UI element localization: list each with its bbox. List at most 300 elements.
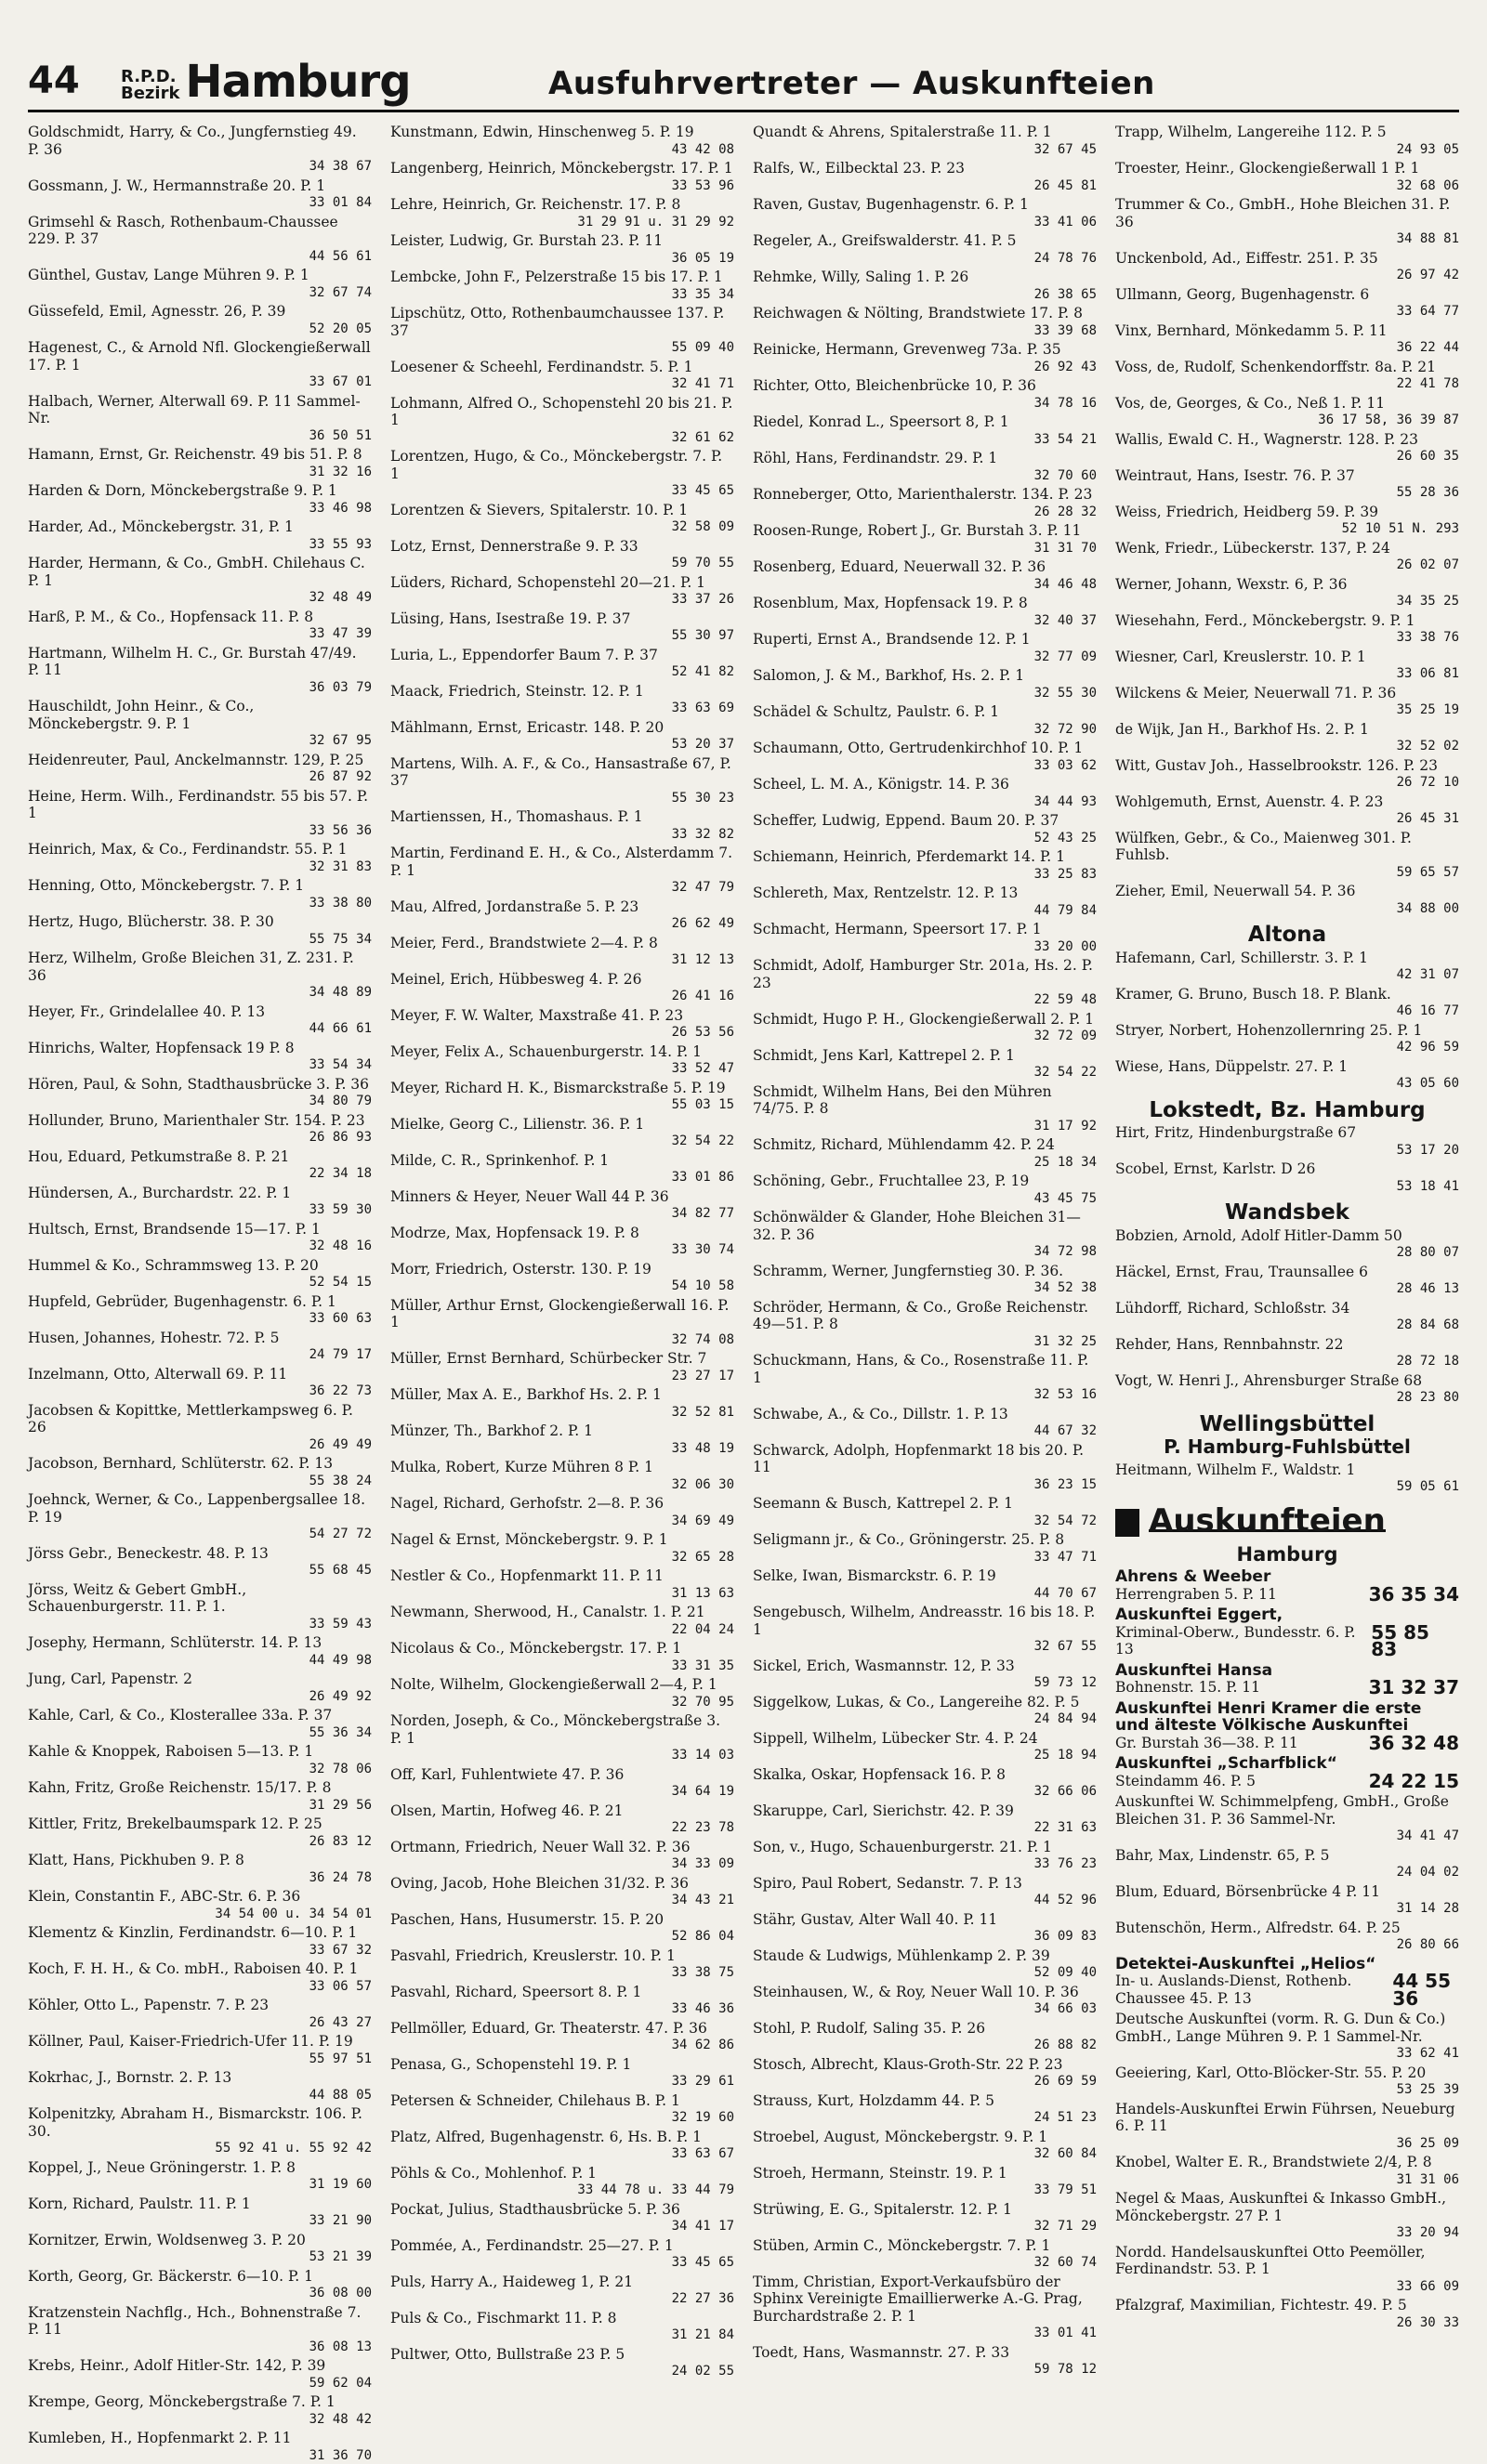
entry-name: Platz, Alfred, [390, 2129, 485, 2145]
entry-phone: 33 30 74 [390, 1241, 734, 1259]
entry-address: Dillstr. 1. P. 13 [902, 1406, 1008, 1422]
entry-address: Sedanstr. 7. P. 13 [897, 1875, 1022, 1892]
directory-entry [28, 645, 372, 697]
entry-name: Staude & Ludwigs, [753, 1947, 892, 1964]
directory-entry [390, 1386, 734, 1421]
directory-entry [28, 1634, 372, 1669]
directory-entry [753, 2344, 1097, 2379]
entry-phone: 22 41 78 [1115, 375, 1459, 393]
entry-address: Thomashaus. P. 1 [517, 808, 643, 825]
entry-phone: 31 32 16 [28, 464, 372, 481]
entry-address: Mönckebergstr. 7. P. 1 [888, 2237, 1050, 2254]
entry-name: Josephy, Hermann, [28, 1634, 165, 1651]
directory-entry [28, 446, 372, 480]
entry-name: Schmitz, Richard, [753, 1136, 883, 1153]
directory-entry [753, 1658, 1097, 1692]
directory-entry [753, 413, 1097, 448]
entry-address: Speersort 8, P. 1 [889, 413, 1009, 430]
entry-name: Strüwing, E. G., [753, 2201, 869, 2218]
entry-phone: 31 29 91 u. 31 29 92 [390, 214, 734, 231]
entry-address: Große Reichenstr. 49—51. P. 8 [753, 1299, 1088, 1333]
directory-entry [28, 1402, 372, 1454]
directory-entry [753, 631, 1097, 665]
entry-phone: 33 21 90 [28, 2212, 372, 2230]
entry-address: Mönckebergstr. 9. P. 1 [885, 2129, 1047, 2145]
entry-phone: 34 78 16 [753, 395, 1097, 413]
entry-phone: 22 27 36 [390, 2290, 734, 2308]
directory-entry [753, 1299, 1097, 1351]
entry-address: Glockengießerwall 2—4, P. 1 [508, 1676, 717, 1693]
entry-address: Husumerstr. 15. P. 20 [507, 1911, 664, 1928]
entry-address: Mühlendamm 42. P. 24 [888, 1136, 1055, 1153]
directory-entry [1115, 1300, 1459, 1334]
entry-name: Nagel, Richard, [390, 1495, 506, 1512]
directory-entry [28, 841, 372, 875]
entry-name: Oving, Jacob, [390, 1875, 488, 1892]
entry-name: Jörss Gebr., [28, 1545, 112, 1562]
directory-entry [1115, 286, 1459, 321]
directory-entry [1115, 1847, 1459, 1881]
directory-entry [28, 2033, 372, 2067]
entry-name: Meyer, Richard H. K., [390, 1080, 548, 1096]
directory-entry [390, 1422, 734, 1457]
entry-address: Jungfernstieg 49. P. 36 [28, 124, 357, 158]
advert-address: Steindamm 46. P. 5 [1115, 1773, 1256, 1790]
entry-phone: 32 70 60 [753, 467, 1097, 485]
entry-name: Son, v., Hugo, [753, 1839, 854, 1855]
entry-phone: 32 72 09 [753, 1028, 1097, 1045]
directory-entry [1115, 986, 1459, 1020]
entry-address: Eppend. Baum 20. P. 37 [885, 812, 1059, 829]
entry-phone: 53 17 20 [1115, 1142, 1459, 1160]
entry-address: Schopenstehl 20 bis 21. P. 1 [390, 395, 732, 429]
entry-address: Jordanstraße 5. P. 23 [486, 898, 638, 915]
directory-entry [753, 1136, 1097, 1171]
directory-entry [1115, 2190, 1459, 2242]
directory-entry [28, 609, 372, 643]
entry-phone: 55 68 45 [28, 1562, 372, 1579]
directory-entry [753, 848, 1097, 883]
entry-name: Roosen-Runge, Robert J., [753, 522, 936, 539]
entry-phone: 59 05 61 [1115, 1478, 1459, 1496]
entry-address: Steinstr. 19. P. 1 [888, 2165, 1007, 2182]
entry-phone: 33 06 57 [28, 1978, 372, 1996]
directory-entry [1115, 757, 1459, 792]
entry-address: Mühlenkamp 2. P. 39 [897, 1947, 1050, 1964]
entry-name: Stroeh, Hermann, [753, 2165, 885, 2182]
advert-line [1115, 1735, 1459, 1752]
directory-entry [390, 1984, 734, 2018]
bezirk-label: Bezirk [121, 85, 179, 102]
entry-address: Bohnenstraße 7. P. 11 [28, 2304, 361, 2339]
entry-address: Blücherstr. 38. P. 30 [127, 913, 274, 930]
entry-address: Rothenbaum-Chaussee 229. P. 37 [28, 214, 338, 248]
entry-name: Hirt, Fritz, [1115, 1124, 1193, 1141]
entry-phone: 24 79 17 [28, 1346, 372, 1364]
entry-phone: 36 50 51 [28, 427, 372, 445]
directory-entry [390, 647, 734, 681]
advert-entry [1115, 1606, 1459, 1658]
advert-phone: 36 35 34 [1369, 1586, 1459, 1604]
directory-entry [28, 950, 372, 1002]
directory-entry [753, 740, 1097, 774]
entry-phone: 34 80 79 [28, 1093, 372, 1110]
rpd-label: R.P.D. [121, 69, 179, 85]
entry-address: Papenstr. 7. P. 23 [144, 1997, 269, 2013]
entry-name: Schädel & Schultz, [753, 703, 892, 720]
entry-phone: 44 49 98 [28, 1652, 372, 1670]
entry-name: Röhl, Hans, [753, 450, 837, 466]
entry-phone: 32 48 49 [28, 589, 372, 607]
entry-phone: 55 75 34 [28, 931, 372, 949]
entry-address: Gertrudenkirchhof 10. P. 1 [889, 740, 1084, 756]
advert-name: Auskunftei „Scharfblick“ [1115, 1755, 1459, 1773]
entry-name: Werner, Johann, [1115, 576, 1232, 593]
entry-address: Bismarckstr. 106. P. 30. [28, 2105, 362, 2140]
directory-entry [28, 1779, 372, 1814]
entry-address: Bei den Mühren 74/75. P. 8 [753, 1083, 1052, 1118]
entry-name: Wiesner, Carl, [1115, 649, 1218, 665]
entry-phone: 31 32 25 [753, 1333, 1097, 1351]
entry-phone: 36 08 00 [28, 2285, 372, 2302]
directory-entry [28, 1852, 372, 1886]
directory-entry [390, 2310, 734, 2344]
entry-address: Raboisen 40. P. 1 [233, 1960, 358, 1977]
page-header [28, 48, 1459, 102]
directory-entry [28, 1960, 372, 1995]
directory-entry [1115, 2297, 1459, 2331]
directory-entry [390, 2129, 734, 2163]
entry-name: Lotz, Ernst, [390, 538, 476, 555]
section-heading-wandsbek: Wandsbek [1115, 1204, 1459, 1222]
entry-name: Häckel, Ernst, [1115, 1264, 1220, 1280]
entry-phone: 34 88 81 [1115, 230, 1459, 248]
entry-address: Anckelmannstr. 129, P. 25 [175, 752, 363, 768]
entry-name: Bobzien, Arnold, [1115, 1227, 1237, 1244]
directory-entry [1115, 1372, 1459, 1407]
entry-address: Ferdinandstr. 29. P. 1 [842, 450, 997, 466]
entry-phone: 33 41 06 [753, 214, 1097, 231]
entry-address: Große Bleichen 31, Z. 231. P. 36 [28, 950, 354, 984]
directory-entry [753, 1209, 1097, 1261]
entry-name: Harß, P. M., & Co., [28, 609, 165, 625]
directory-entry [28, 1003, 372, 1038]
directory-entry [28, 1815, 372, 1850]
directory-entry [390, 755, 734, 807]
entry-name: Heine, Herm. Wilh., [28, 788, 174, 805]
entry-phone: 53 18 41 [1115, 1178, 1459, 1196]
entry-phone: 33 55 93 [28, 536, 372, 554]
entry-address: Neuerwall 71. P. 36 [1254, 685, 1396, 701]
directory-entry [1115, 504, 1459, 538]
directory-entry [1115, 883, 1459, 917]
entry-address: Schopenstehl 20—21. P. 1 [517, 574, 705, 591]
directory-entry [753, 595, 1097, 629]
entry-phone: 24 78 76 [753, 250, 1097, 268]
entry-name: Luria, L., [390, 647, 457, 663]
entry-phone: 32 66 06 [753, 1783, 1097, 1801]
section-lokstedt [1115, 1124, 1459, 1195]
entry-phone: 33 62 41 [1115, 2045, 1459, 2063]
entry-phone: 32 60 74 [753, 2254, 1097, 2272]
entry-name: Nolte, Wilhelm, [390, 1676, 504, 1693]
entry-phone: 54 10 58 [390, 1278, 734, 1295]
advert-address: In- u. Auslands-Dienst, Rothenb. Chaussee 45. P. 13 [1115, 1973, 1392, 2007]
entry-name: Lohmann, Alfred O., [390, 395, 537, 412]
directory-entry [28, 1743, 372, 1777]
directory-entry [753, 2092, 1097, 2127]
entry-name: Bahr, Max, [1115, 1847, 1194, 1864]
directory-entry [753, 1495, 1097, 1529]
directory-entry [753, 232, 1097, 267]
entry-phone: 34 72 98 [753, 1243, 1097, 1261]
entry-phone: 52 10 51 N. 293 [1115, 520, 1459, 538]
directory-entry [753, 1047, 1097, 1081]
entry-address: Fischmarkt 11. P. 8 [477, 2310, 617, 2326]
entry-name: Zieher, Emil, [1115, 883, 1208, 899]
entry-address: Hopfenmarkt 18 bis 20. P. 11 [753, 1442, 1084, 1476]
entry-phone: 55 38 24 [28, 1473, 372, 1490]
entry-name: Lorentzen & Sievers, [390, 502, 545, 518]
entry-phone: 26 49 92 [28, 1688, 372, 1706]
section-heading-wellingsbuettel: Wellingsbüttel [1115, 1416, 1459, 1434]
section-heading-lokstedt: Lokstedt, Bz. Hamburg [1115, 1102, 1459, 1120]
directory-entry [753, 522, 1097, 557]
entry-phone: 33 63 67 [390, 2145, 734, 2163]
directory-entry [390, 610, 734, 645]
directory-entry [390, 1766, 734, 1801]
entry-phone: 33 46 98 [28, 500, 372, 518]
entry-phone: 33 67 01 [28, 374, 372, 391]
entry-name: Pasvahl, Friedrich, [390, 1947, 528, 1964]
entry-name: Timm, Christian, [753, 2274, 875, 2290]
entry-address: Neuerwall 54. P. 36 [1213, 883, 1355, 899]
entry-name: Schröder, Hermann, & Co., [753, 1299, 952, 1316]
entry-address: Burchardstr. 22. P. 1 [142, 1185, 291, 1201]
entry-phone: 31 12 13 [390, 951, 734, 969]
advert-entry [1115, 1662, 1459, 1697]
entry-address: Gröningerstr. 25. P. 8 [909, 1531, 1064, 1548]
entry-name: Hertz, Hugo, [28, 913, 123, 930]
directory-entry [28, 1221, 372, 1255]
entry-phone: 31 31 70 [753, 540, 1097, 557]
entry-phone: 26 49 49 [28, 1436, 372, 1454]
entry-address: Ferdinandstr. 5. P. 1 [547, 359, 693, 375]
entry-phone: 33 14 03 [390, 1747, 734, 1764]
entry-name: Henning, Otto, [28, 877, 137, 894]
entry-name: Pasvahl, Richard, [390, 1984, 518, 2000]
entry-phone: 33 20 00 [753, 938, 1097, 956]
directory-entry [1115, 2244, 1459, 2296]
directory-entry [390, 160, 734, 194]
entry-name: Schaumann, Otto, [753, 740, 885, 756]
entry-phone: 31 14 28 [1115, 1900, 1459, 1918]
entry-address: Barkhof Hs. 2. P. 1 [526, 1386, 661, 1403]
entry-name: Hafemann, Carl, [1115, 950, 1236, 966]
directory-entry [28, 1997, 372, 2031]
entry-phone: 33 01 41 [753, 2325, 1097, 2342]
entry-address: Kreuslerstr. 10. P. 1 [533, 1947, 676, 1964]
entry-phone: 42 96 59 [1115, 1039, 1459, 1056]
entry-phone: 32 77 09 [753, 649, 1097, 666]
entry-name: Reinicke, Hermann, [753, 341, 899, 358]
entry-name: Lühdorff, Richard, [1115, 1300, 1249, 1317]
entry-address: Schauenburgerstr. 21. P. 1 [859, 1839, 1052, 1855]
entry-phone: 25 18 34 [753, 1154, 1097, 1172]
entry-address: Holzdamm 44. P. 5 [859, 2092, 994, 2109]
entry-address: Ericastr. 148. P. 20 [527, 719, 665, 736]
entry-phone: 34 38 67 [28, 158, 372, 176]
entry-phone: 32 53 16 [753, 1386, 1097, 1404]
entry-name: Vos, de, Georges, & Co., [1115, 395, 1293, 412]
entry-address: Schopenstehl 19. P. 1 [476, 2056, 632, 2073]
directory-entry [1115, 1058, 1459, 1093]
entry-name: Günthel, Gustav, [28, 267, 149, 283]
entry-phone: 23 27 17 [390, 1368, 734, 1385]
entry-address: Sprinkenhof. P. 1 [485, 1152, 609, 1169]
directory-entry [753, 1984, 1097, 2018]
entry-address: Hohenzollernring 25. P. 1 [1237, 1022, 1423, 1039]
entry-name: Rehmke, Willy, [753, 269, 861, 285]
advert-entry [1115, 1755, 1459, 1789]
auskunfteien-ads [1115, 1568, 1459, 1789]
directory-entry [28, 1924, 372, 1959]
entry-phone: 54 27 72 [28, 1526, 372, 1543]
entry-name: Harden & Dorn, [28, 482, 146, 499]
entry-address: Karlstr. D 26 [1222, 1160, 1315, 1177]
entry-name: Rosenblum, Max, [753, 595, 879, 611]
city-name: Hamburg [185, 61, 410, 102]
advert-name: Auskunftei Henri Kramer die erste und älteste Völkische Auskunftei [1115, 1700, 1459, 1735]
directory-entry [390, 1459, 734, 1493]
entry-name: Ronneberger, Otto, [753, 486, 893, 503]
entry-name: Hören, Paul, & Sohn, [28, 1076, 183, 1093]
column-2 [390, 124, 734, 2288]
entry-name: Schramm, Werner, [753, 1263, 888, 1279]
entry-address: Adolf Hitler-Str. 142, P. 39 [134, 2357, 325, 2374]
entry-name: Geeiering, Karl, [1115, 2064, 1231, 2081]
entry-address: Mönckebergstr. 17. P. 1 [509, 1640, 681, 1657]
entry-name: Pockat, Julius, [390, 2201, 494, 2218]
entry-address: Lübecker Str. 4. P. 24 [882, 1730, 1038, 1747]
directory-entry [753, 1406, 1097, 1440]
entry-name: Minners & Heyer, [390, 1188, 520, 1205]
directory-entry [1115, 793, 1459, 828]
entry-address: Bullstraße 23 P. 5 [496, 2346, 625, 2363]
entry-address: Brekelbaumspark 12. P. 25 [126, 1815, 322, 1832]
entry-name: Off, Karl, [390, 1766, 456, 1783]
entry-address: Bornstr. 2. P. 13 [116, 2069, 231, 2086]
entry-address: Speersort 17. P. 1 [913, 921, 1042, 937]
entry-name: Trummer & Co., GmbH., [1115, 196, 1295, 213]
directory-entry [390, 2056, 734, 2090]
entry-name: Hagenest, C., & Arnold Nfl. [28, 339, 229, 356]
directory-entry [390, 1911, 734, 1946]
entry-name: Münzer, Th., [390, 1422, 482, 1439]
advert-phone: 24 22 15 [1369, 1773, 1459, 1790]
entry-address: Lübeckerstr. 137, P. 24 [1223, 540, 1390, 557]
entry-name: Seemann & Busch, [753, 1495, 891, 1512]
directory-entry [28, 339, 372, 391]
entry-address: Rothenbaumchaussee 137. P. 37 [390, 305, 724, 339]
directory-entry [28, 518, 372, 553]
directory-entry [390, 1007, 734, 1042]
entry-phone: 24 51 23 [753, 2109, 1097, 2127]
entry-phone: 36 25 09 [1115, 2135, 1459, 2153]
directory-entry [28, 177, 372, 212]
entry-address: Bleichenbrücke 10, P. 36 [856, 377, 1036, 394]
entry-address: Hasselbrookstr. 126. P. 23 [1248, 757, 1438, 774]
entry-phone: 33 38 76 [1115, 629, 1459, 647]
entry-phone: 32 19 60 [390, 2109, 734, 2127]
entry-name: Regeler, A., [753, 232, 837, 249]
entry-address: Lilienstr. 36. P. 1 [523, 1116, 645, 1133]
entry-phone: 36 17 58, 36 39 87 [1115, 412, 1459, 429]
directory-entry [28, 1185, 372, 1219]
directory-entry [390, 1712, 734, 1764]
entry-phone: 26 87 92 [28, 768, 372, 786]
directory-entry [390, 1640, 734, 1674]
advert-name: Ahrens & Weeber [1115, 1568, 1459, 1586]
entry-name: Hartmann, Wilhelm H. C., [28, 645, 217, 662]
entry-address: Wexstr. 6, P. 36 [1237, 576, 1348, 593]
entry-phone: 22 34 18 [28, 1165, 372, 1183]
entry-phone: 33 03 62 [753, 757, 1097, 775]
entry-address: Export-Verkaufsbüro der Sphinx Vereinigte Emaillierwerke A.-G. Prag, Burchardstraße 2. P. 1 [753, 2274, 1083, 2325]
district-label [121, 69, 179, 102]
entry-phone: 26 80 66 [1115, 1936, 1459, 1954]
advert-address: Kriminal-Oberw., Bundesstr. 6. P. 13 [1115, 1624, 1371, 1658]
directory-entry [753, 1947, 1097, 1982]
entry-name: Steinhausen, W., & Roy, [753, 1984, 926, 2000]
entry-phone: 53 20 37 [390, 736, 734, 754]
entry-name: Gossmann, J. W., [28, 177, 148, 194]
entry-phone: 36 09 83 [753, 1928, 1097, 1946]
entry-name: Kittler, Fritz, [28, 1815, 122, 1832]
entry-name: Penasa, G., [390, 2056, 471, 2073]
directory-entry [1115, 1160, 1459, 1195]
entry-phone: 32 58 09 [390, 518, 734, 536]
entry-phone: 33 46 36 [390, 2000, 734, 2018]
directory-entry [28, 555, 372, 607]
entry-phone: 33 59 43 [28, 1616, 372, 1633]
entry-name: Jacobsen & Kopittke, [28, 1402, 181, 1419]
entry-name: Rehder, Hans, [1115, 1336, 1218, 1353]
directory-entry [753, 1766, 1097, 1801]
entry-phone: 35 25 19 [1115, 701, 1459, 719]
entry-phone: 33 54 21 [753, 431, 1097, 449]
entry-name: Lipschütz, Otto, [390, 305, 507, 321]
entry-name: Schuckmann, Hans, & Co., [753, 1352, 949, 1369]
entry-phone: 36 05 19 [390, 250, 734, 268]
directory-entry [753, 1911, 1097, 1946]
entry-address: Neuer Wall 10. P. 36 [930, 1984, 1078, 2000]
entry-address: Frau, Traunsallee 6 [1225, 1264, 1368, 1280]
section-wellingsbuettel [1115, 1461, 1459, 1496]
entry-address: Schrammsweg 13. P. 20 [145, 1257, 319, 1274]
entry-phone: 36 24 78 [28, 1869, 372, 1887]
directory-entry [753, 2237, 1097, 2272]
entry-name: Skalka, Oskar, [753, 1766, 858, 1783]
entry-address: Rentzelstr. 12. P. 13 [874, 885, 1019, 901]
entry-phone: 34 33 09 [390, 1855, 734, 1873]
entry-name: Weintraut, Hans, [1115, 467, 1239, 484]
directory-entry [753, 377, 1097, 412]
entry-phone: 33 45 65 [390, 482, 734, 500]
entry-phone: 31 36 70 [28, 2447, 372, 2464]
directory-entry [28, 1581, 372, 1633]
entry-address: Fichtestr. 49. P. 5 [1281, 2297, 1407, 2313]
